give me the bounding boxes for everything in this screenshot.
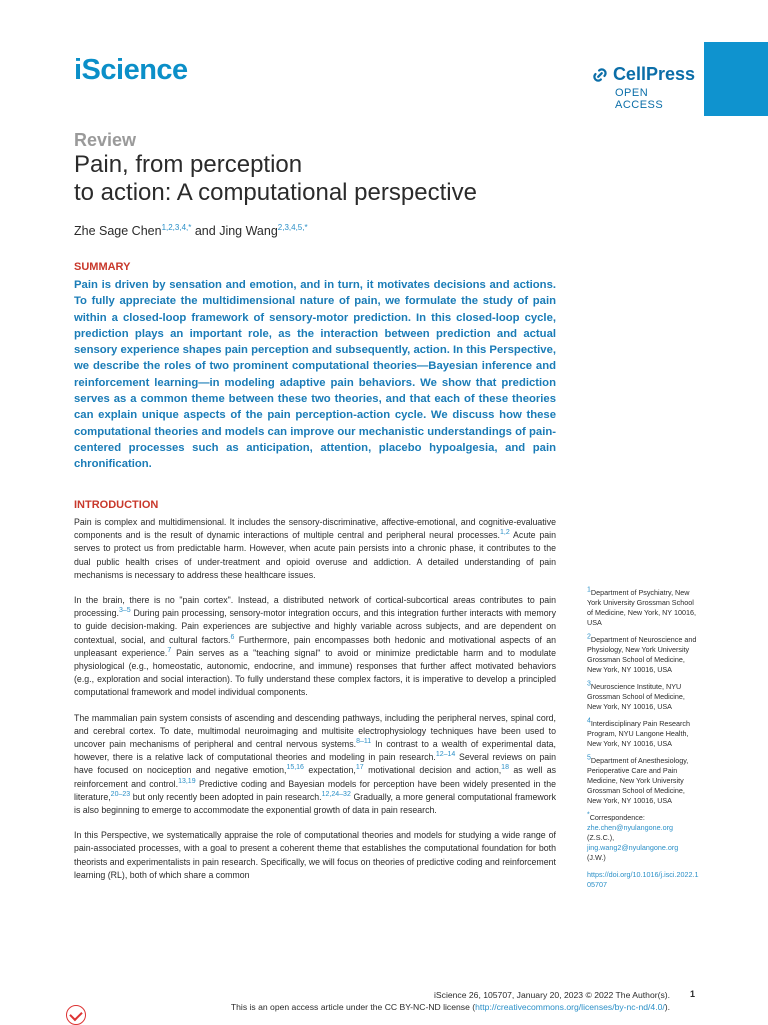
affiliation-3: $^3$Neuroscience Institute, NYU Grossman School of Medicine, New York, NY 10016, USA [587, 680, 685, 711]
license-line: This is an open access article under the CC BY-NC-ND license (http://creativecommons.org/licenses/by-nc-nd/4.0/). [230, 1002, 670, 1012]
affiliation-2: $^2$Department of Neuroscience and Physiology, New York University Grossman School of Medicine, New York, NY 10016, USA [587, 633, 697, 674]
publisher-logo [591, 64, 695, 111]
citation-link[interactable]: 20–23 [110, 790, 131, 798]
open-access-label: OPEN ACCESS [615, 87, 664, 111]
citation-link[interactable]: 12–14 [435, 751, 456, 759]
cellpress-wordmark [591, 64, 695, 85]
journal-name: iScience [74, 54, 188, 86]
citation-link[interactable]: 18 [501, 764, 509, 772]
article-title [74, 151, 594, 207]
citation-link[interactable]: 7 [167, 646, 172, 654]
summary-heading: SUMMARY [74, 261, 131, 273]
paragraph: Pain is complex and multidimensional. It includes the sensory-discriminative, affective-emotional, and cognitive-evaluative components and is the result of dynamic interactions of multiple central and peripheral neural processes.$^{1,2}$ Acute pain serves to protect us from predictable harm. However, when acute pain persists into a chronic phase, it contributes to the dual public health crises of under-treatment and opioid overuse and addiction. A detailed understanding of pain mechanisms is necessary to address these healthcare issues. [74, 517, 556, 580]
author-1-affiliations[interactable]: 1,2,3,4,* [161, 222, 192, 232]
author-2-affiliations[interactable]: 2,3,4,5,* [277, 222, 308, 232]
affiliation-4: $^4$Interdisciplinary Pain Research Program, NYU Langone Health, New York, NY 10016, USA [587, 717, 690, 748]
publisher-name: CellPress [612, 64, 695, 84]
affiliation-1: $^1$Department of Psychiatry, New York University Grossman School of Medicine, New York, NY 10016, USA [587, 586, 696, 627]
citation-link[interactable]: 12,24–32 [321, 790, 351, 798]
introduction-body [74, 516, 556, 894]
author-conjunction: and [191, 224, 220, 238]
citation-line: iScience 26, 105707, January 20, 2023 © 2022 The Author(s). [434, 990, 670, 1000]
email-link-1[interactable]: zhe.chen@nyulangone.org [587, 823, 674, 832]
citation-link[interactable]: 17 [355, 764, 364, 772]
page-footer [140, 989, 670, 1013]
summary-text: Pain is driven by sensation and emotion, and in turn, it motivates decisions and actions. To fully appreciate the multidimensional nature of pain, we formulate the study of pain within a closed-loop framework of sensory-motor prediction. In this closed-loop cycle, prediction plays an important role, as the interaction between prediction and actual sensory experience shapes pain perception and subsequently, action. In this Perspective, we describe the roles of two prominent computational theories—Bayesian inference and reinforcement learning—in modeling adaptive pain behaviors. We show that prediction serves as a common theme between these two theories, and that each of these theories can explain unique aspects of the pain perception-action cycle. We discuss how these computational theories and models can improve our mechanistic understandings of pain-centered processes such as anticipation, attention, placebo hypoalgesia, and pain chronification. [74, 279, 556, 471]
cellpress-link-icon [591, 66, 609, 84]
affiliation-5: $^5$Department of Anesthesiology, Perioperative Care and Pain Medicine, New York University Grossman School of Medicine, New York, NY 10016, USA [587, 754, 689, 805]
introduction-heading: INTRODUCTION [74, 499, 159, 511]
citation-link[interactable]: 3–5 [119, 607, 131, 615]
author-list [74, 224, 308, 238]
email-link-2[interactable]: jing.wang2@nyulangone.org [587, 843, 679, 852]
doi [587, 870, 699, 890]
citation-link[interactable]: 13,19 [178, 777, 196, 785]
correspondence: *Correspondence: zhe.chen@nyulangone.org (Z.S.C.), jing.wang2@nyulangone.org (J.W.) [587, 811, 679, 862]
title-line-1: Pain, from perception [74, 151, 303, 178]
page-number: 1 [690, 989, 696, 999]
author-2[interactable]: Jing Wang [219, 224, 278, 238]
doi-link[interactable]: https://doi.org/10.1016/j.isci.2022.105707 [587, 870, 699, 889]
paragraph: The mammalian pain system consists of ascending and descending pathways, including the peripheral nerves, spinal cord, and cerebral cortex. To date, multimodal neuroimaging and multisite electrophysiology techniques have been used to uncover pain mechanisms of peripheral and central nervous systems.$^{8-11}$ In contrast to a wealth of experimental data, however, there is a relative lack of computational theories and modeling in pain research.$^{12-14}$ Several reviews on pain have focused on nociception and negative emotion,$^{15,16}$ expectation,$^{17}$ motivational decision and action,$^{18}$ as well as reinforcement and control.$^{13,19}$ Predictive coding and Bayesian models for perception have been widely presented in the literature,$^{20-23}$ but only recently been adopted in pain research.$^{12,24-32}$ Gradually, a more general computational framework is also beginning to emerge to accommodate the exponential growth of data in pain research. [74, 712, 556, 816]
license-link[interactable]: http://creativecommons.org/licenses/by-nc-nd/4.0/ [475, 1002, 665, 1012]
affiliations-sidebar [587, 588, 699, 897]
article-type: Review [74, 130, 137, 150]
citation-link[interactable]: 6 [230, 633, 235, 641]
header-color-tab [704, 42, 768, 116]
paragraph: In the brain, there is no "pain cortex". Instead, a distributed network of cortical-subcortical areas contributes to pain processing.$^{3-5}$ During pain processing, sensory-motor integration occurs, and this integration further interacts with memory to guide decision-making. Pain experiences are subjective and highly variable across subjects, and are dependent on contextual, social, and cultural factors.$^6$ Furthermore, pain encompasses both hedonic and motivational aspects of an unpleasant experience.$^7$ Pain serves as a "teaching signal" to avoid or minimize predictable harm and to modulate physiological (e.g., homeostatic, autonomic, endocrine, and immune) responses that further affect motivated behaviors (e.g., exploration and social interaction). To fully understand these complex factors, it is imperative to develop a principled computational framework and model individual components. [74, 595, 556, 698]
check-for-updates-icon[interactable] [66, 1005, 86, 1025]
author-1[interactable]: Zhe Sage Chen [74, 224, 162, 238]
citation-link[interactable]: 8–11 [356, 738, 372, 746]
citation-link[interactable]: 1,2 [500, 529, 510, 537]
citation-link[interactable]: 15,16 [286, 764, 304, 772]
paragraph: In this Perspective, we systematically appraise the role of computational theories and models for studying a wide range of pain-associated processes, with a goal to present a coherent theme that establishes the computational foundation for both theorists and experimentalists in pain research. Specifically, we will focus on theories of predictive coding and reinforcement learning (RL), both of which share a common [74, 830, 556, 880]
title-line-2: to action: A computational perspective [74, 179, 477, 206]
